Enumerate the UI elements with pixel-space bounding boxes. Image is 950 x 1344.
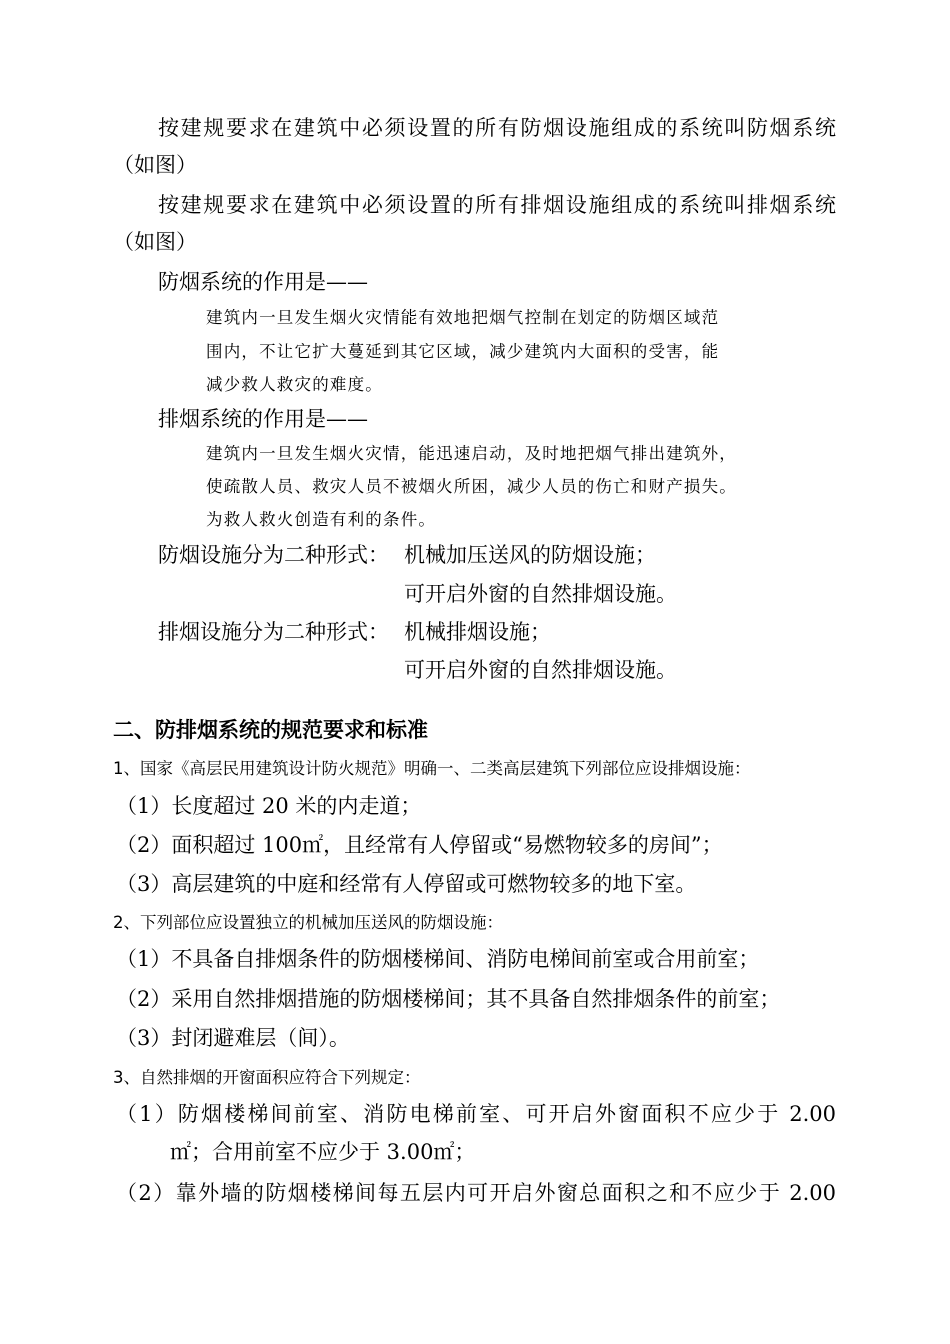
subsection-title-2: 2、下列部位应设置独立的机械加压送风的防烟设施： (113, 913, 503, 932)
exhaust-forms-label: 排烟设施分为二种形式： (158, 620, 389, 644)
list-item: （2）面积超过 100㎡，且经常有人停留或“易燃物较多的房间”； (116, 833, 723, 857)
list-item: （2）采用自然排烟措施的防烟楼梯间；其不具备自然排烟条件的前室； (116, 987, 781, 1011)
subsection-title-3: 3、自然排烟的开窗面积应符合下列规定： (113, 1068, 421, 1087)
exhaust-role-line: 建筑内一旦发生烟火灾情，能迅速启动，及时地把烟气排出建筑外， (206, 444, 737, 463)
exhaust-role-title: 排烟系统的作用是—— (158, 407, 368, 431)
prevention-forms-label: 防烟设施分为二种形式： (158, 543, 389, 567)
list-item-cont: ㎡；合用前室不应少于 3.00㎡； (170, 1140, 476, 1164)
prevention-role-line: 围内，不让它扩大蔓延到其它区域，减少建筑内大面积的受害，能 (206, 342, 720, 361)
section-heading: 二、防排烟系统的规范要求和标准 (113, 718, 428, 742)
list-item: （1）防烟楼梯间前室、消防电梯前室、可开启外窗面积不应少于 2.00 (116, 1102, 836, 1126)
list-item: （3）高层建筑的中庭和经常有人停留或可燃物较多的地下室。 (116, 872, 697, 896)
smoke-exhaust-definition: 按建规要求在建筑中必须设置的所有排烟设施组成的系统叫排烟系统 (158, 193, 836, 217)
list-item: （2）靠外墙的防烟楼梯间每五层内可开启外窗总面积之和不应少于 2.00 (116, 1181, 836, 1205)
prevention-form-item: 可开启外窗的自然排烟设施。 (404, 582, 677, 606)
smoke-prevention-definition-cont: （如图） (113, 153, 197, 177)
list-item: （3）封闭避难层（间）。 (116, 1026, 350, 1050)
prevention-role-line: 建筑内一旦发生烟火灾情能有效地把烟气控制在划定的防烟区域范 (206, 308, 720, 327)
subsection-title-1: 1、国家《高层民用建筑设计防火规范》明确一、二类高层建筑下列部位应设排烟设施： (113, 759, 751, 778)
exhaust-form-item: 可开启外窗的自然排烟设施。 (404, 658, 677, 682)
exhaust-form-item: 机械排烟设施； (404, 620, 551, 644)
exhaust-role-line: 使疏散人员、救灾人员不被烟火所困，减少人员的伤亡和财产损失。 (206, 477, 737, 496)
smoke-exhaust-definition-cont: （如图） (113, 230, 197, 254)
prevention-role-title: 防烟系统的作用是—— (158, 270, 368, 294)
list-item: （1）长度超过 20 米的内走道； (116, 794, 422, 818)
exhaust-role-line: 为救人救火创造有利的条件。 (206, 510, 437, 529)
prevention-role-line: 减少救人救灾的难度。 (206, 375, 383, 394)
prevention-form-item: 机械加压送风的防烟设施； (404, 543, 656, 567)
smoke-prevention-definition: 按建规要求在建筑中必须设置的所有防烟设施组成的系统叫防烟系统 (158, 116, 836, 140)
list-item: （1）不具备自排烟条件的防烟楼梯间、消防电梯间前室或合用前室； (116, 947, 760, 971)
